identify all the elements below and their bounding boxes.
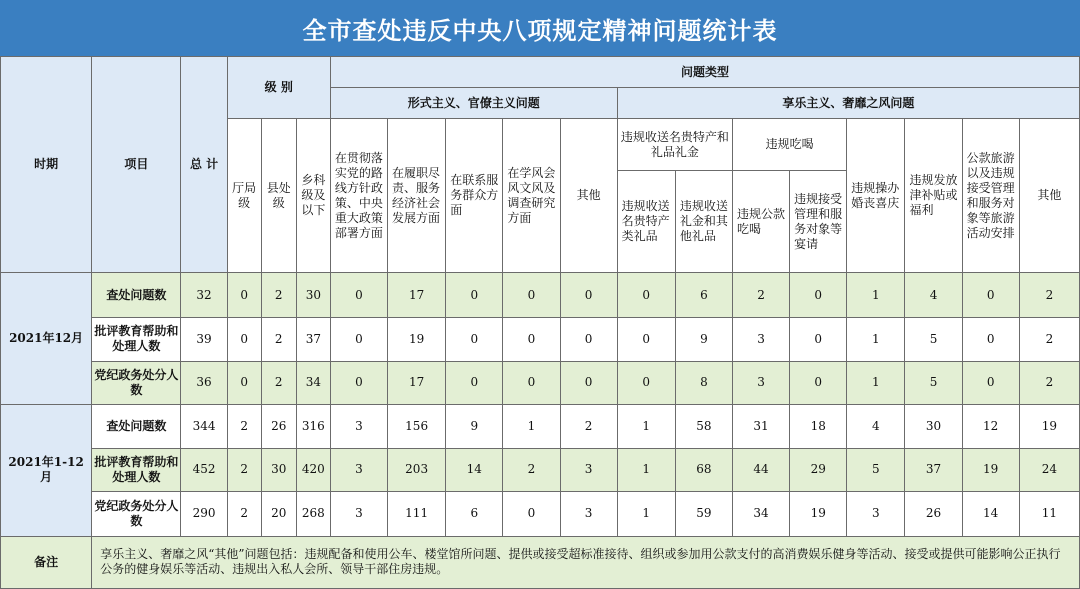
value-cell: 0	[790, 273, 847, 318]
value-cell: 1	[847, 273, 905, 318]
header-level-county: 县处级	[261, 119, 296, 273]
header-gift-group: 违规收送名贵特产和礼品礼金	[617, 119, 732, 171]
header-total: 总 计	[181, 57, 227, 273]
value-cell: 0	[227, 361, 261, 404]
value-cell: 2	[1019, 273, 1079, 318]
value-cell: 0	[503, 273, 560, 318]
row-label: 查处问题数	[92, 404, 181, 448]
value-cell: 0	[503, 318, 560, 361]
value-cell: 3	[732, 361, 789, 404]
value-cell: 0	[227, 318, 261, 361]
value-cell: 30	[296, 273, 330, 318]
header-tourism: 公款旅游以及违规接受管理和服务对象等旅游活动安排	[962, 119, 1019, 273]
header-eat-banquet: 违规接受管理和服务对象等宴请	[790, 171, 847, 273]
note-label: 备注	[1, 536, 92, 588]
value-cell: 2	[261, 361, 296, 404]
value-cell: 0	[617, 318, 675, 361]
value-cell: 0	[503, 491, 560, 536]
value-cell: 203	[388, 448, 446, 491]
value-cell: 17	[388, 361, 446, 404]
value-cell: 9	[675, 318, 732, 361]
value-cell: 0	[330, 318, 387, 361]
value-cell: 2	[560, 404, 617, 448]
header-eat-public: 违规公款吃喝	[732, 171, 789, 273]
value-cell: 18	[790, 404, 847, 448]
value-cell: 30	[905, 404, 962, 448]
value-cell: 3	[560, 448, 617, 491]
value-cell: 1	[617, 491, 675, 536]
value-cell: 37	[296, 318, 330, 361]
row-label: 党纪政务处分人数	[92, 491, 181, 536]
value-cell: 19	[962, 448, 1019, 491]
header-formalism: 形式主义、官僚主义问题	[330, 88, 617, 119]
value-cell: 2	[227, 404, 261, 448]
period-cell: 2021年1-12月	[1, 404, 92, 536]
value-cell: 111	[388, 491, 446, 536]
value-cell: 0	[617, 273, 675, 318]
value-cell: 0	[790, 361, 847, 404]
value-cell: 37	[905, 448, 962, 491]
value-cell: 19	[388, 318, 446, 361]
value-cell: 0	[446, 273, 503, 318]
value-cell: 2	[227, 491, 261, 536]
value-cell: 59	[675, 491, 732, 536]
value-cell: 2	[1019, 361, 1079, 404]
value-cell: 0	[790, 318, 847, 361]
header-gift-money: 违规收送礼金和其他礼品	[675, 171, 732, 273]
value-cell: 5	[905, 318, 962, 361]
value-cell: 344	[181, 404, 227, 448]
table-title: 全市查处违反中央八项规定精神问题统计表	[0, 0, 1080, 56]
value-cell: 36	[181, 361, 227, 404]
value-cell: 3	[732, 318, 789, 361]
value-cell: 5	[905, 361, 962, 404]
value-cell: 1	[617, 448, 675, 491]
value-cell: 2	[1019, 318, 1079, 361]
value-cell: 12	[962, 404, 1019, 448]
value-cell: 3	[847, 491, 905, 536]
value-cell: 1	[617, 404, 675, 448]
value-cell: 2	[503, 448, 560, 491]
value-cell: 316	[296, 404, 330, 448]
value-cell: 8	[675, 361, 732, 404]
value-cell: 44	[732, 448, 789, 491]
header-hedonism: 享乐主义、奢靡之风问题	[617, 88, 1079, 119]
row-label: 查处问题数	[92, 273, 181, 318]
value-cell: 26	[261, 404, 296, 448]
header-level-bureau: 厅局级	[227, 119, 261, 273]
value-cell: 0	[560, 361, 617, 404]
value-cell: 34	[296, 361, 330, 404]
value-cell: 29	[790, 448, 847, 491]
header-formalism-masses: 在联系服务群众方面	[446, 119, 503, 273]
value-cell: 1	[503, 404, 560, 448]
value-cell: 2	[261, 318, 296, 361]
value-cell: 30	[261, 448, 296, 491]
period-cell: 2021年12月	[1, 273, 92, 404]
value-cell: 3	[330, 448, 387, 491]
value-cell: 0	[962, 273, 1019, 318]
value-cell: 0	[617, 361, 675, 404]
header-formalism-style: 在学风会风文风及调查研究方面	[503, 119, 560, 273]
value-cell: 452	[181, 448, 227, 491]
value-cell: 1	[847, 318, 905, 361]
value-cell: 0	[446, 361, 503, 404]
value-cell: 0	[330, 273, 387, 318]
header-weddings: 违规操办婚丧喜庆	[847, 119, 905, 273]
value-cell: 3	[330, 491, 387, 536]
header-gift-specialty: 违规收送名贵特产类礼品	[617, 171, 675, 273]
value-cell: 31	[732, 404, 789, 448]
value-cell: 1	[847, 361, 905, 404]
value-cell: 11	[1019, 491, 1079, 536]
value-cell: 0	[962, 318, 1019, 361]
row-label: 党纪政务处分人数	[92, 361, 181, 404]
value-cell: 156	[388, 404, 446, 448]
header-formalism-other: 其他	[560, 119, 617, 273]
value-cell: 19	[1019, 404, 1079, 448]
value-cell: 0	[446, 318, 503, 361]
value-cell: 32	[181, 273, 227, 318]
value-cell: 420	[296, 448, 330, 491]
value-cell: 14	[962, 491, 1019, 536]
header-level: 级 别	[227, 57, 330, 119]
value-cell: 3	[560, 491, 617, 536]
value-cell: 34	[732, 491, 789, 536]
value-cell: 17	[388, 273, 446, 318]
value-cell: 3	[330, 404, 387, 448]
header-formalism-duty: 在履职尽责、服务经济社会发展方面	[388, 119, 446, 273]
value-cell: 14	[446, 448, 503, 491]
value-cell: 6	[675, 273, 732, 318]
value-cell: 6	[446, 491, 503, 536]
value-cell: 9	[446, 404, 503, 448]
row-label: 批评教育帮助和处理人数	[92, 318, 181, 361]
header-eat-group: 违规吃喝	[732, 119, 846, 171]
value-cell: 26	[905, 491, 962, 536]
value-cell: 4	[847, 404, 905, 448]
note-text: 享乐主义、奢靡之风“其他”问题包括：违规配备和使用公车、楼堂馆所问题、提供或接受超标准接待、组织或参加用公款支付的高消费娱乐健身等活动、接受或提供可能影响公正执行公务的健身娱乐等活动、违规出入私人会所、领导干部住房违规。	[92, 536, 1080, 588]
header-subsidies: 违规发放津补贴或福利	[905, 119, 962, 273]
value-cell: 0	[503, 361, 560, 404]
header-problem-type: 问题类型	[330, 57, 1079, 88]
row-label: 批评教育帮助和处理人数	[92, 448, 181, 491]
value-cell: 58	[675, 404, 732, 448]
value-cell: 4	[905, 273, 962, 318]
value-cell: 2	[227, 448, 261, 491]
value-cell: 0	[227, 273, 261, 318]
value-cell: 0	[560, 318, 617, 361]
value-cell: 290	[181, 491, 227, 536]
value-cell: 0	[330, 361, 387, 404]
value-cell: 39	[181, 318, 227, 361]
statistics-table	[0, 56, 1080, 589]
value-cell: 268	[296, 491, 330, 536]
header-item: 项目	[92, 57, 181, 273]
value-cell: 20	[261, 491, 296, 536]
value-cell: 68	[675, 448, 732, 491]
value-cell: 2	[261, 273, 296, 318]
value-cell: 19	[790, 491, 847, 536]
header-level-township: 乡科级及以下	[296, 119, 330, 273]
header-period: 时期	[1, 57, 92, 273]
value-cell: 0	[962, 361, 1019, 404]
header-hedonism-other: 其他	[1019, 119, 1079, 273]
value-cell: 5	[847, 448, 905, 491]
header-formalism-policy: 在贯彻落实党的路线方针政策、中央重大政策部署方面	[330, 119, 387, 273]
value-cell: 0	[560, 273, 617, 318]
value-cell: 24	[1019, 448, 1079, 491]
value-cell: 2	[732, 273, 789, 318]
